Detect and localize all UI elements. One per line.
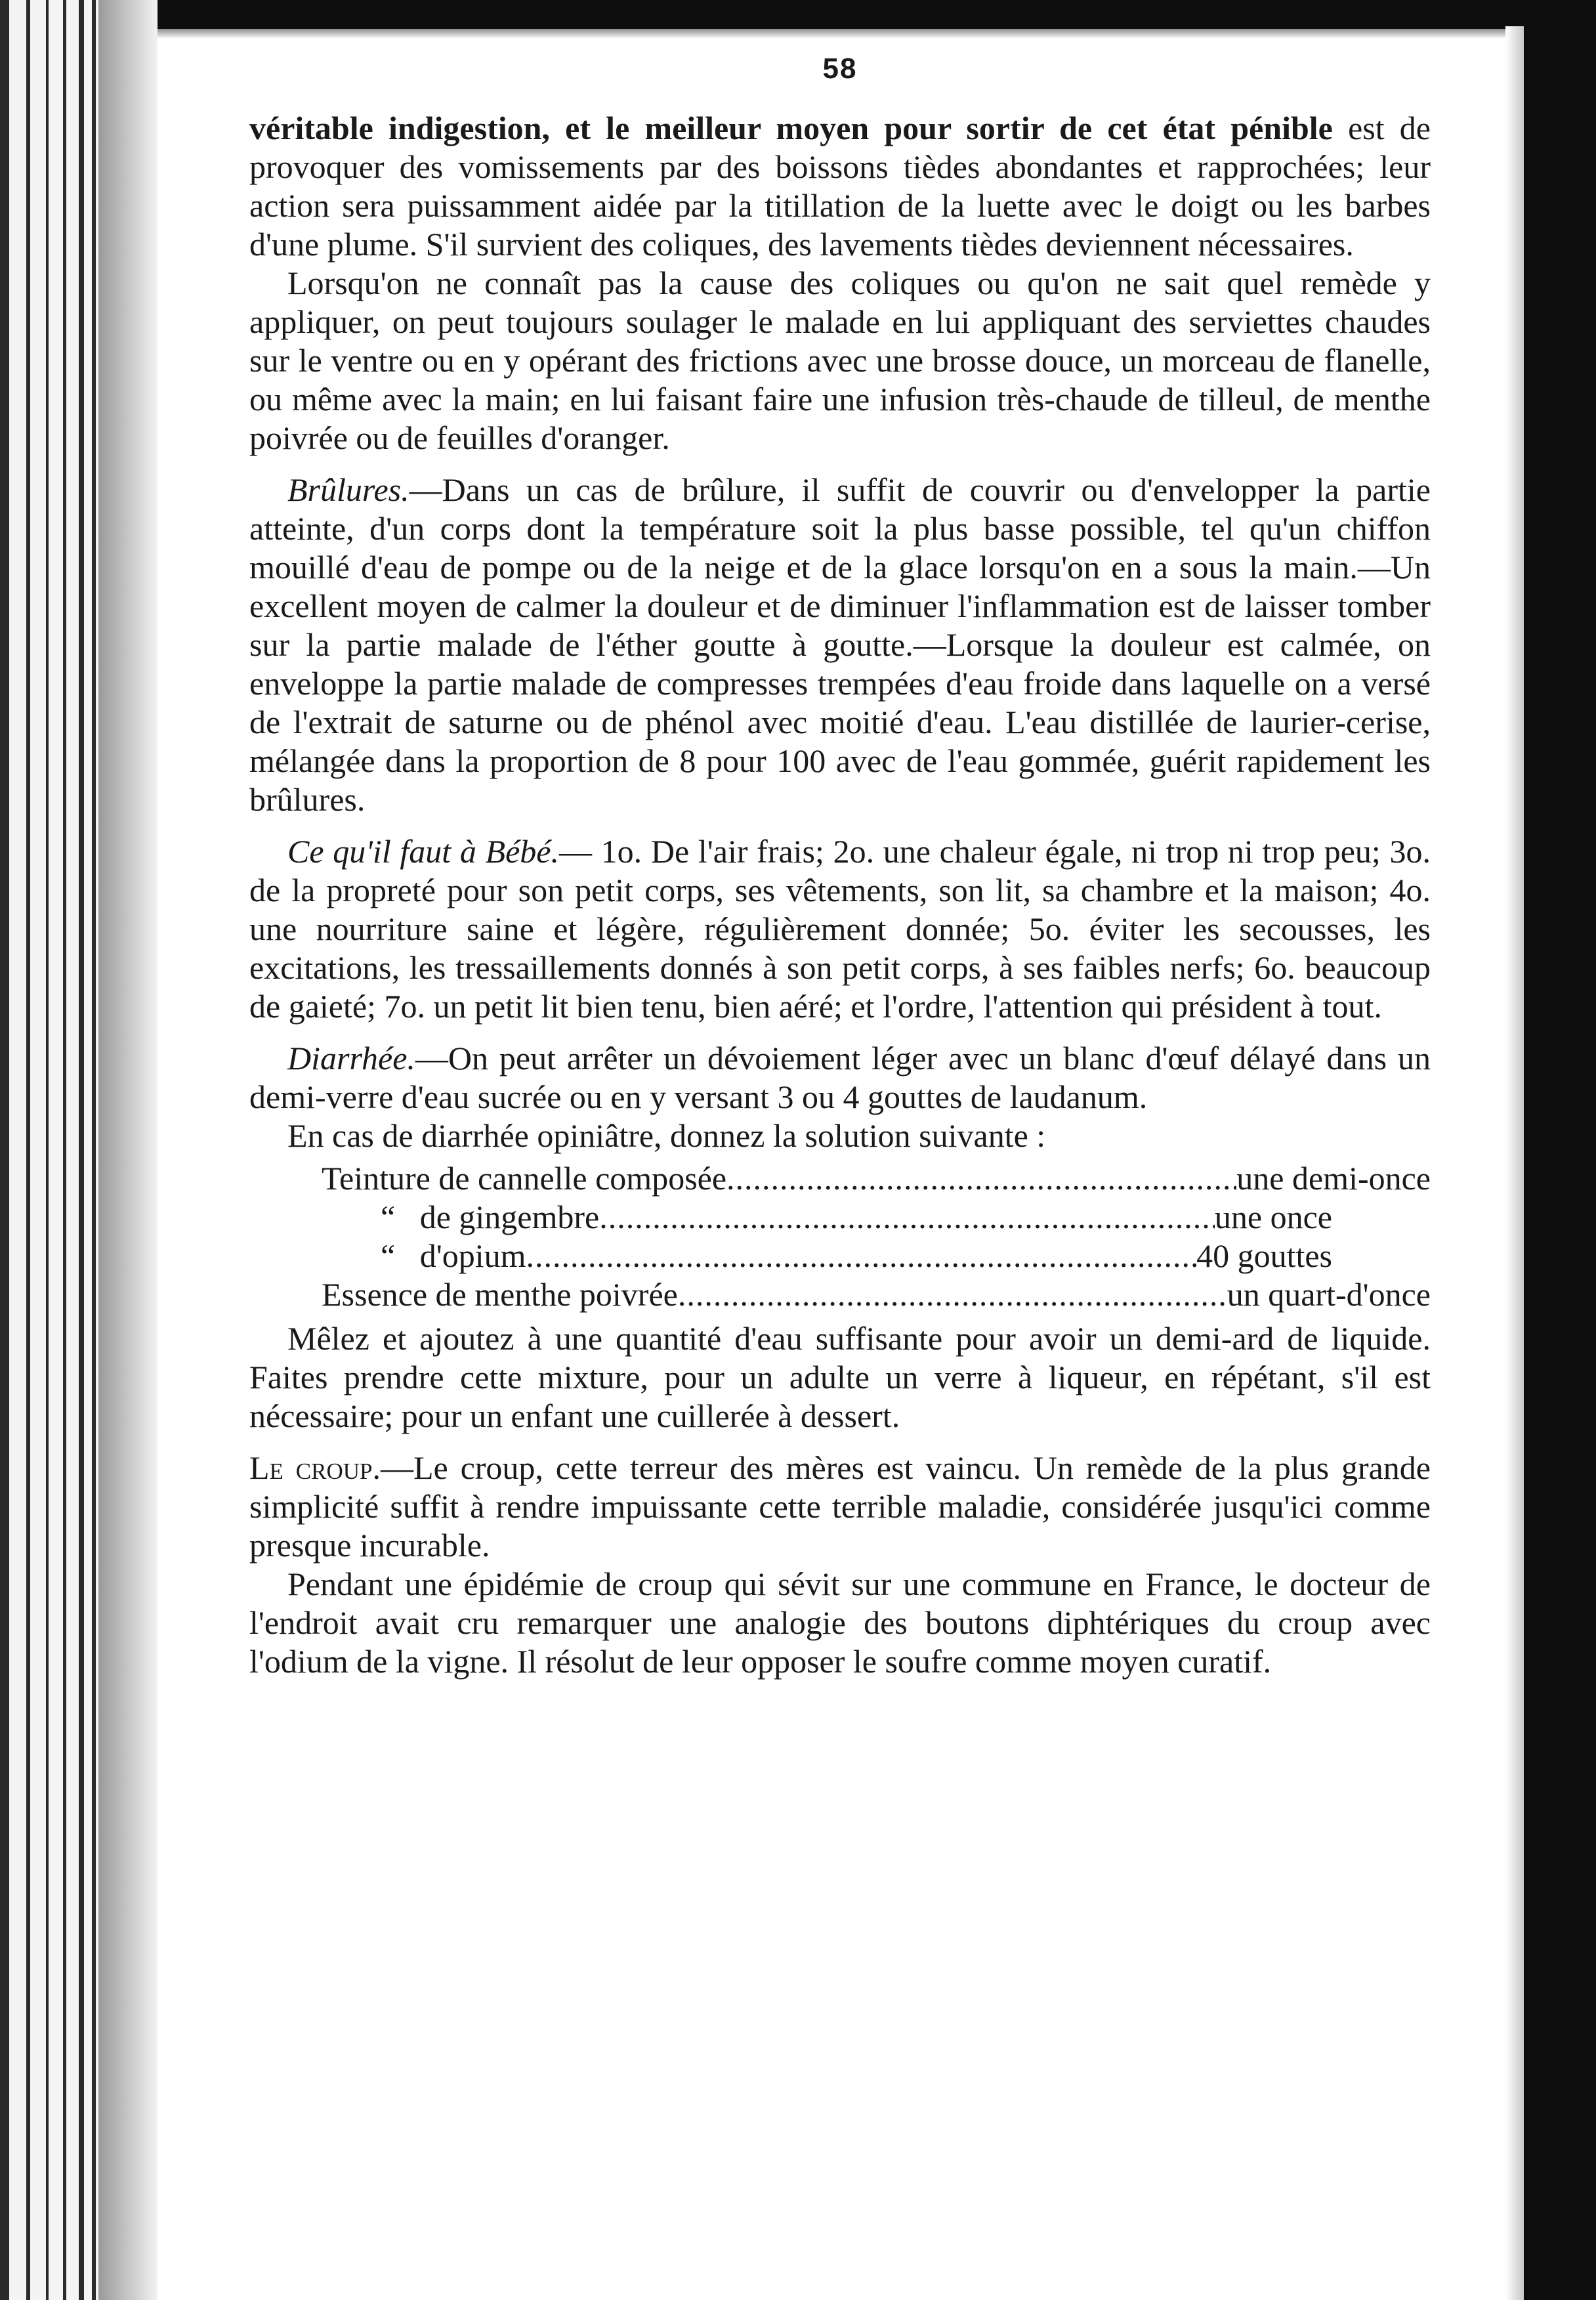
recipe-quantity: un quart-d'once [1227, 1276, 1431, 1313]
scan-border-top [0, 0, 1596, 29]
paragraph-solution-intro: En cas de diarrhée opiniâtre, donnez la solution suivante : [287, 1117, 1046, 1154]
page-top-shadow [131, 29, 1522, 38]
recipe-ingredient: “ de gingembre [381, 1199, 600, 1235]
paragraph-melez: Mêlez et ajoutez à une quantité d'eau suffisante pour avoir un demi-ard de liquide. Faites prendre cette mixture, pour un adulte un verre à liqueur, en répétant, s'il est nécessaire; pour un enfant une cuillerée à dessert. [249, 1320, 1431, 1434]
section-heading-brulures: Brûlures. [287, 471, 410, 508]
paragraph-bebe [249, 832, 1431, 1026]
recipe-row [249, 1159, 1431, 1198]
paragraph-body: —Le croup, cette terreur des mères est vaincu. Un remède de la plus grande simplicité suffit à rendre impuissante cette terrible maladie, considérée jusqu'ici comme presque incurable. [249, 1449, 1431, 1564]
paragraph-coliques: Lorsqu'on ne connaît pas la cause des coliques ou qu'on ne sait quel remède y appliquer, on peut toujours soulager le malade en lui appliquant des serviettes chaudes sur le ventre ou en y opérant des frictions avec une brosse douce, un morceau de flanelle, ou même avec la main; en lui faisant faire une infusion très-chaude de tilleul, de menthe poivrée ou de feuilles d'oranger. [249, 265, 1431, 456]
section-heading-bebe: Ce qu'il faut à Bébé. [287, 833, 559, 870]
recipe-row [249, 1237, 1431, 1275]
recipe-row [249, 1275, 1431, 1314]
recipe-quantity: une once [1214, 1199, 1332, 1235]
recipe-row [249, 1198, 1431, 1237]
paragraph-epidemie: Pendant une épidémie de croup qui sévit sur une commune en France, le docteur de l'endroit avait cru remarquer une analogie des boutons diphtériques du croup avec l'odium de la vigne. Il résolut de leur opposer le soufre comme moyen curatif. [249, 1565, 1431, 1680]
recipe-quantity: une demi-once [1236, 1160, 1431, 1197]
page-right-shadow [1505, 26, 1524, 2300]
book-page [249, 53, 1431, 1681]
paragraph-body: — 1o. De l'air frais; 2o. une chaleur égale, ni trop ni trop peu; 3o. de la propreté pour son petit corps, ses vêtements, son lit, sa chambre et la maison; 4o. une nourriture saine et légère, régulièrement donnée; 5o. éviter les secousses, les excitations, les tressaillements donnés à son petit corps, à ses faibles nerfs; 6o. beaucoup de gaieté; 7o. un petit lit bien tenu, bien aéré; et l'ordre, l'attention qui président à tout. [249, 833, 1431, 1025]
recipe-ingredient: Essence de menthe poivrée [322, 1276, 678, 1313]
page-number: 58 [822, 53, 858, 85]
recipe-quantity: 40 gouttes [1196, 1237, 1332, 1274]
paragraph-diarrhee [249, 1039, 1431, 1117]
recipe-ingredient: “ d'opium [381, 1237, 526, 1274]
book-spine [0, 0, 158, 2300]
paragraph-croup [249, 1449, 1431, 1565]
paragraph-body: —On peut arrêter un dévoiement léger avec un blanc d'œuf délayé dans un demi-verre d'eau sucrée ou en y versant 3 ou 4 gouttes de laudanum. [249, 1040, 1431, 1115]
page-text [249, 109, 1431, 1681]
paragraph-indigestion [249, 109, 1431, 264]
paragraph-body: est de provoquer des vomissements par des boissons tièdes abondantes et rapprochées; leur action sera puissamment aidée par la titillation de la luette avec le doigt ou les barbes d'une plume. S'il survient des coliques, des lavements tièdes deviennent nécessaires. [249, 110, 1431, 263]
paragraph-lead: véritable indigestion, et le meilleur moyen pour sortir de cet état pénible [249, 110, 1333, 146]
paragraph-body: —Dans un cas de brûlure, il suffit de couvrir ou d'envelopper la partie atteinte, d'un corps dont la température soit la plus basse possible, tel qu'un chiffon mouillé d'eau de pompe ou de la neige et de la glace lorsqu'on en a sous la main.—Un excellent moyen de calmer la douleur et de diminuer l'inflammation est de laisser tomber sur la partie malade de l'éther goutte à goutte.—Lorsque la douleur est calmée, on enveloppe la partie malade de compresses trempées d'eau froide dans laquelle on a versé de l'extrait de saturne ou de phénol avec moitié d'eau. L'eau distillée de laurier-cerise, mélangée dans la proportion de 8 pour 100 avec de l'eau gommée, guérit rapidement les brûlures. [249, 471, 1431, 818]
scan-border-right [1524, 0, 1596, 2300]
section-heading-croup: Le croup. [249, 1449, 381, 1486]
recipe-list [249, 1159, 1431, 1314]
paragraph-brulures [249, 471, 1431, 819]
section-heading-diarrhee: Diarrhée. [287, 1040, 415, 1076]
recipe-ingredient: Teinture de cannelle composée [322, 1160, 727, 1197]
